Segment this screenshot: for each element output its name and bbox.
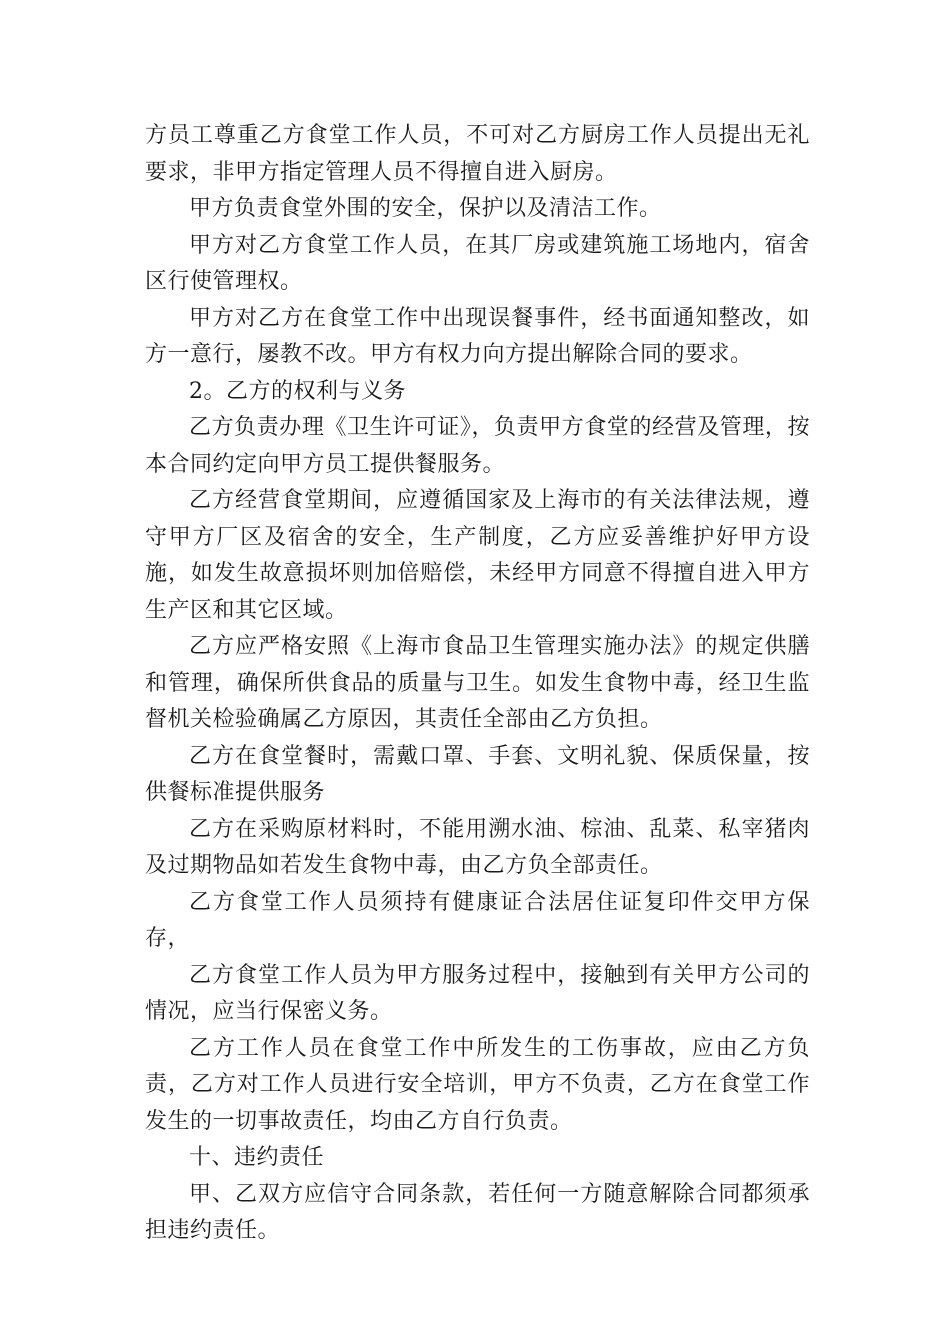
document-body bbox=[145, 118, 810, 1250]
paragraph-9: 乙方在食堂餐时，需戴口罩、手套、文明礼貌、保质保量，按供餐标准提供服务 bbox=[145, 743, 810, 805]
section-heading-10: 十、违约责任 bbox=[189, 1145, 325, 1170]
paragraph-4: 甲方对乙方在食堂工作中出现误餐事件，经书面通知整改，如方一意行，屡教不改。甲方有权力向方提出解除合同的要求。 bbox=[145, 305, 810, 367]
paragraph-2: 甲方负责食堂外围的安全，保护以及清洁工作。 bbox=[189, 196, 662, 221]
section-heading-2: 2。乙方的权利与义务 bbox=[189, 378, 406, 404]
paragraph-8: 乙方应严格安照《上海市食品卫生管理实施办法》的规定供膳和管理，确保所供食品的质量与卫生。如发生食物中毒，经卫生监督机关检验确属乙方原因，其责任全部由乙方负担。 bbox=[145, 634, 810, 732]
paragraph-7: 乙方经营食堂期间，应遵循国家及上海市的有关法律法规，遵守甲方厂区及宿舍的安全，生产制度，乙方应妥善维护好甲方设施，如发生故意损坏则加倍赔偿，未经甲方同意不得擅自进入甲方生产区和其它区域。 bbox=[145, 488, 810, 623]
paragraph-10: 乙方在采购原材料时，不能用溯水油、棕油、乱菜、私宰猪肉及过期物品如若发生食物中毒，由乙方负全部责任。 bbox=[145, 816, 810, 878]
paragraph-13: 乙方工作人员在食堂工作中所发生的工伤事故，应由乙方负责，乙方对工作人员进行安全培训，甲方不负责，乙方在食堂工作发生的一切事故责任，均由乙方自行负责。 bbox=[145, 1035, 810, 1134]
paragraph-6: 乙方负责办理《卫生许可证》，负责甲方食堂的经营及管理，按本合同约定向甲方员工提供餐服务。 bbox=[145, 415, 810, 477]
paragraph-12: 乙方食堂工作人员为甲方服务过程中，接触到有关甲方公司的情况，应当行保密义务。 bbox=[145, 962, 810, 1024]
paragraph-11: 乙方食堂工作人员须持有健康证合法居住证复印件交甲方保存， bbox=[145, 889, 810, 951]
paragraph-15: 甲、乙双方应信守合同条款，若任何一方随意解除合同都须承担违约责任。 bbox=[145, 1181, 810, 1243]
paragraph-3: 甲方对乙方食堂工作人员，在其厂房或建筑施工场地内，宿舍区行使管理权。 bbox=[145, 232, 810, 294]
paragraph-1: 方员工尊重乙方食堂工作人员，不可对乙方厨房工作人员提出无礼要求，非甲方指定管理人员不得擅自进入厨房。 bbox=[145, 123, 810, 185]
